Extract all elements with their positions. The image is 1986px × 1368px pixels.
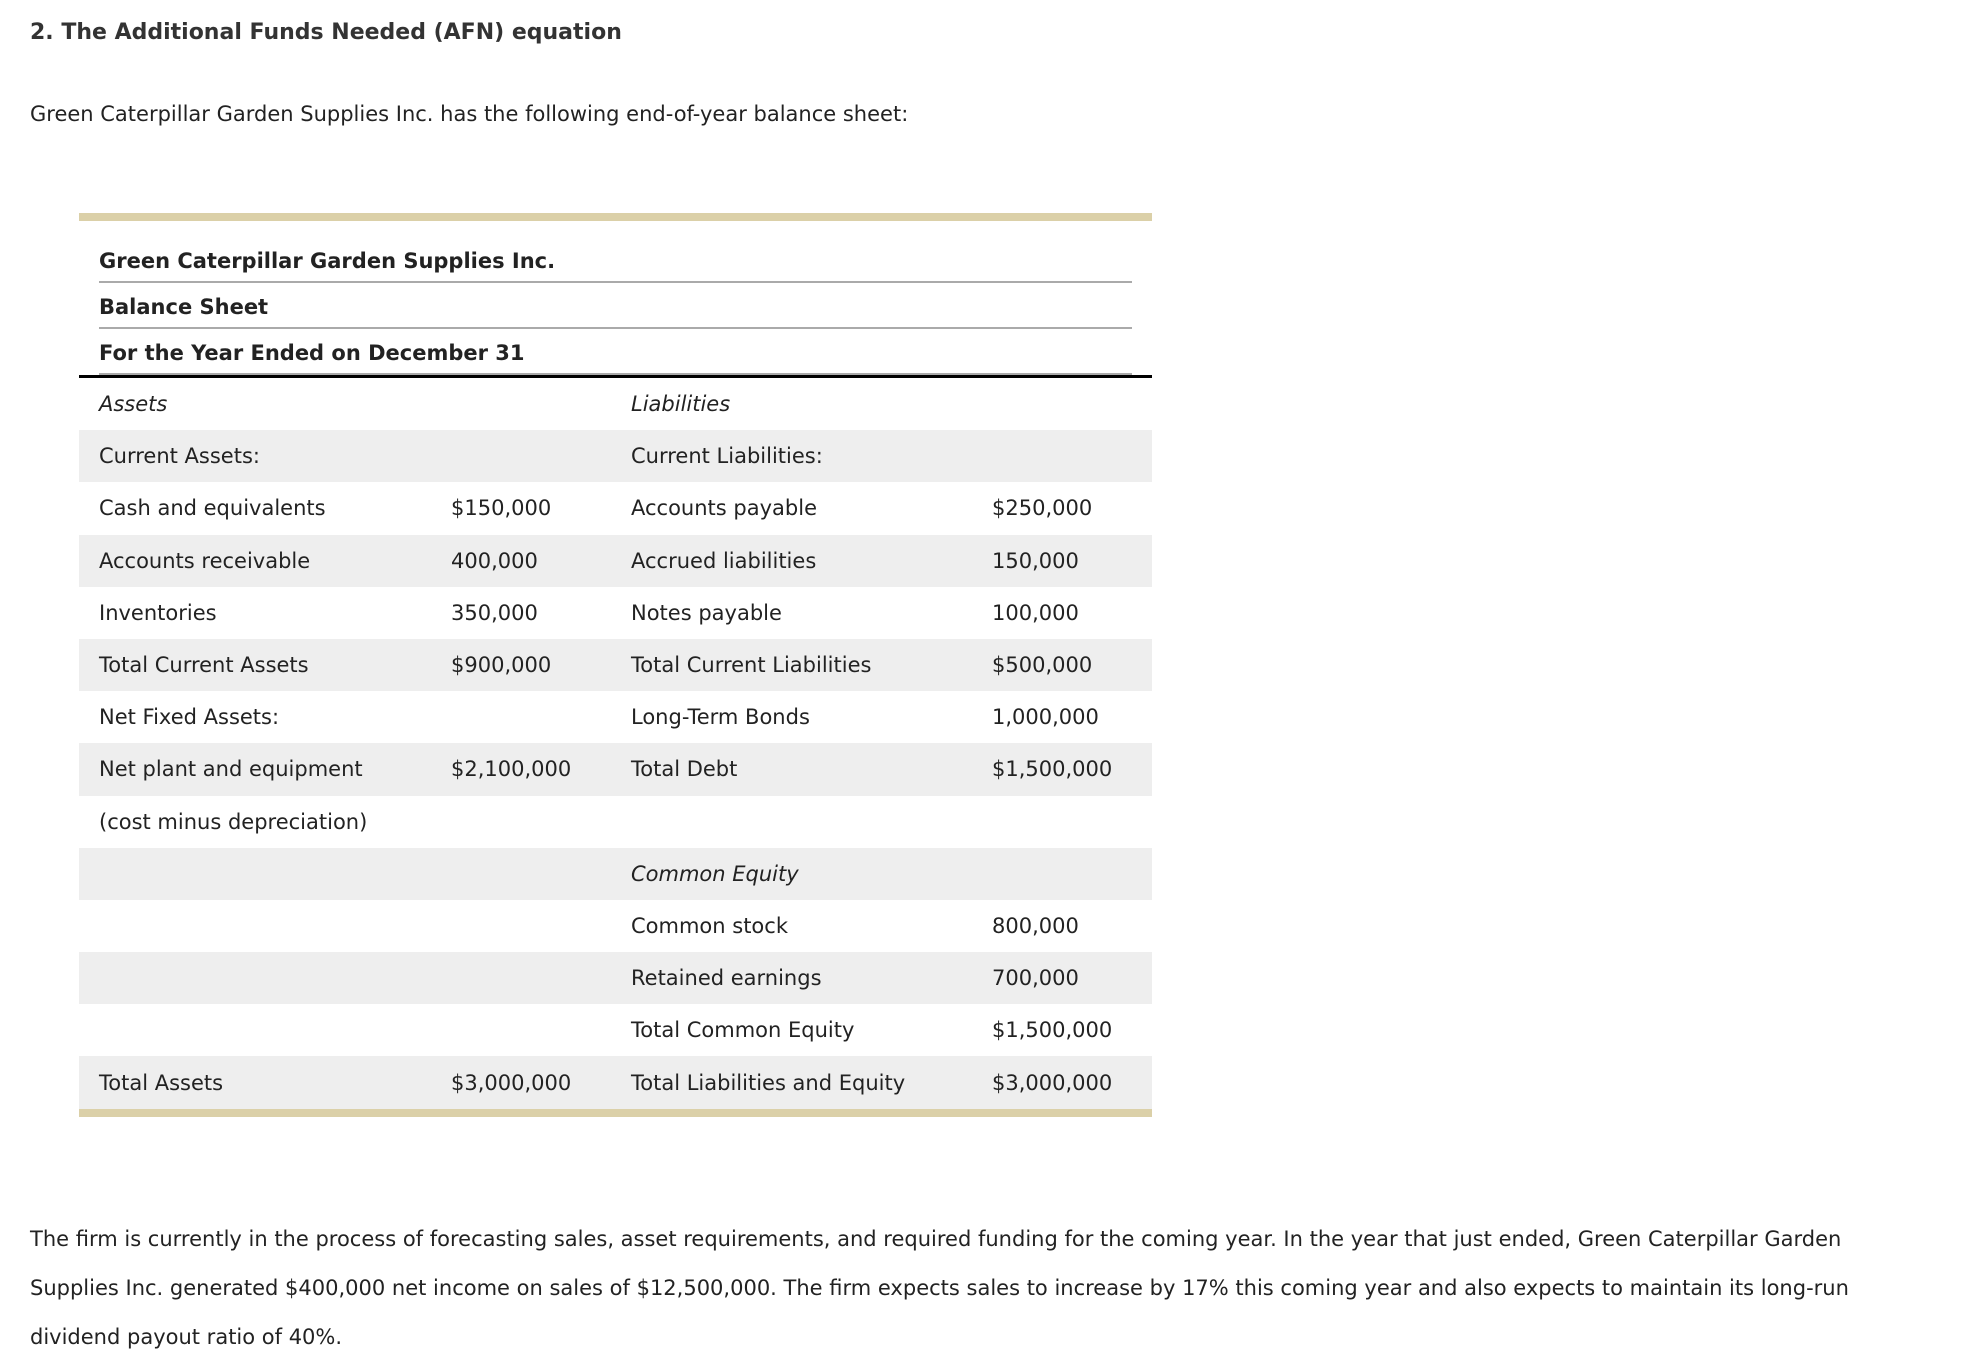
liability-value: 1,000,000 xyxy=(992,705,1099,730)
table-row xyxy=(79,1056,1152,1108)
asset-label: Inventories xyxy=(99,600,217,625)
liability-label: Accounts payable xyxy=(631,496,817,521)
asset-label: Assets xyxy=(99,392,168,417)
statement-name: Balance Sheet xyxy=(99,295,269,319)
table-row xyxy=(79,430,1152,482)
liability-label: Accrued liabilities xyxy=(631,548,817,573)
table-row xyxy=(79,378,1152,430)
table-row xyxy=(79,691,1152,743)
liability-label: Common Equity xyxy=(631,861,799,886)
question-title: 2. The Additional Funds Needed (AFN) equation xyxy=(30,20,622,45)
liability-value: 100,000 xyxy=(992,600,1079,625)
balance-sheet-table xyxy=(79,213,1152,1117)
intro-text: Green Caterpillar Garden Supplies Inc. has the following end-of-year balance sheet: xyxy=(30,102,909,126)
table-row xyxy=(79,587,1152,639)
table-row xyxy=(79,1004,1152,1056)
asset-label: Current Assets: xyxy=(99,444,260,469)
top-bar xyxy=(79,213,1152,221)
table-row xyxy=(79,639,1152,691)
table-row xyxy=(79,482,1152,534)
table-row xyxy=(79,743,1152,795)
liability-value: 700,000 xyxy=(992,966,1079,991)
statement-header xyxy=(99,283,1132,329)
table-row xyxy=(79,952,1152,1004)
asset-label: Net plant and equipment xyxy=(99,757,363,782)
table-row xyxy=(79,535,1152,587)
asset-value: 400,000 xyxy=(451,548,538,573)
table-row xyxy=(79,900,1152,952)
asset-label: Accounts receivable xyxy=(99,548,311,573)
problem-paragraph: The firm is currently in the process of forecasting sales, asset requirements, and required funding for the coming year. In the year that just ended, Green Caterpillar Garden Supplies Inc. generated $400,000 net income on sales of $12,500,000. The firm expects sales to increase by 17% this coming year and also expects to maintain its long-run dividend payout ratio of 40%. xyxy=(30,1227,1849,1349)
company-name: Green Caterpillar Garden Supplies Inc. xyxy=(99,249,556,273)
liability-label: Liabilities xyxy=(631,392,731,417)
bottom-bar xyxy=(79,1109,1152,1117)
table-row xyxy=(79,796,1152,848)
asset-label: Total Current Assets xyxy=(99,653,309,678)
liability-value: $1,500,000 xyxy=(992,1018,1113,1043)
asset-label: Cash and equivalents xyxy=(99,496,326,521)
asset-label: (cost minus depreciation) xyxy=(99,809,368,834)
asset-value: $3,000,000 xyxy=(451,1070,572,1095)
liability-label: Long-Term Bonds xyxy=(631,705,810,730)
liability-value: $3,000,000 xyxy=(992,1070,1113,1095)
liability-label: Total Common Equity xyxy=(631,1018,855,1043)
period-header xyxy=(99,329,1132,375)
asset-value: $2,100,000 xyxy=(451,757,572,782)
table-row xyxy=(79,848,1152,900)
liability-label: Retained earnings xyxy=(631,966,822,991)
table-body xyxy=(79,378,1152,1109)
asset-label: Total Assets xyxy=(99,1070,224,1095)
liability-value: $500,000 xyxy=(992,653,1093,678)
liability-label: Notes payable xyxy=(631,600,782,625)
company-header xyxy=(99,221,1132,283)
liability-value: 800,000 xyxy=(992,913,1079,938)
liability-value: 150,000 xyxy=(992,548,1079,573)
liability-label: Common stock xyxy=(631,913,788,938)
liability-label: Total Current Liabilities xyxy=(631,653,872,678)
asset-value: 350,000 xyxy=(451,600,538,625)
liability-value: $250,000 xyxy=(992,496,1093,521)
asset-label: Net Fixed Assets: xyxy=(99,705,280,730)
liability-label: Total Liabilities and Equity xyxy=(631,1070,906,1095)
liability-value: $1,500,000 xyxy=(992,757,1113,782)
period: For the Year Ended on December 31 xyxy=(99,341,525,365)
asset-value: $150,000 xyxy=(451,496,552,521)
asset-value: $900,000 xyxy=(451,653,552,678)
liability-label: Current Liabilities: xyxy=(631,444,823,469)
liability-label: Total Debt xyxy=(631,757,738,782)
